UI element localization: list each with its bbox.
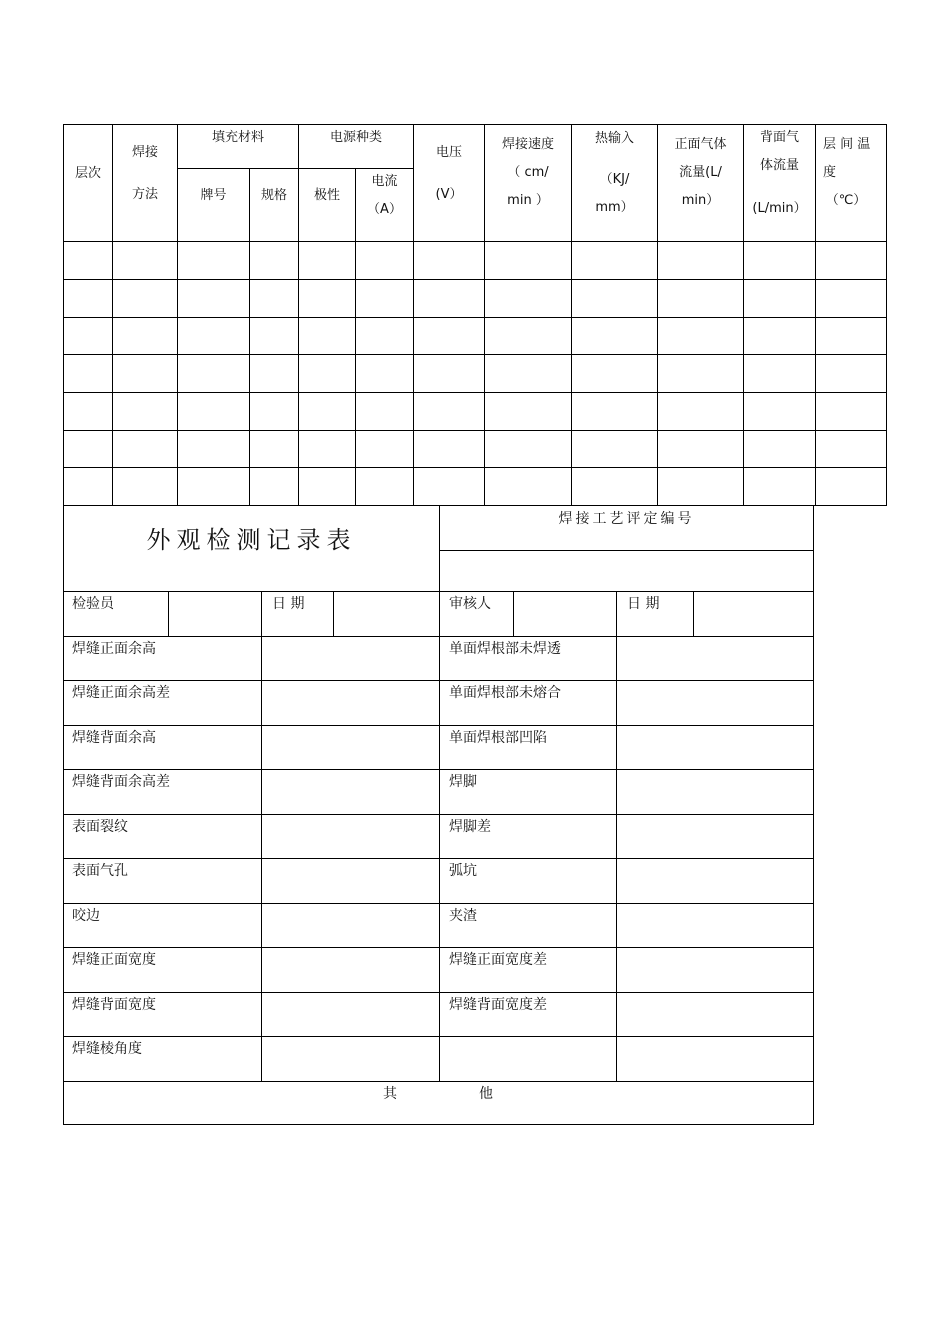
item-label-right: 弧坑 [449, 863, 477, 879]
item-value-input[interactable] [621, 908, 809, 942]
header-polarity: 极性 [313, 188, 340, 203]
header-interlayer-line1: 层 间 温 [823, 137, 871, 152]
item-label-right: 焊缝背面宽度差 [449, 997, 547, 1013]
item-label-left: 焊缝正面余高 [72, 641, 156, 657]
header-method-bottom: 方法 [131, 187, 158, 202]
item-value-input[interactable] [266, 1041, 434, 1075]
item-value-input[interactable] [266, 863, 434, 897]
header-back-gas-line2: 体流量 [759, 158, 799, 173]
item-value-input[interactable] [266, 685, 434, 719]
item-value-input[interactable] [621, 641, 809, 675]
item-label-left: 焊缝正面宽度 [72, 952, 156, 968]
inspection-title: 外观检测记录表 [146, 526, 357, 554]
date-label-1: 日 期 [272, 596, 305, 612]
reviewer-input[interactable] [517, 596, 612, 630]
item-label-left: 焊缝棱角度 [72, 1041, 142, 1057]
item-value-input[interactable] [621, 1041, 809, 1075]
header-speed-line3: min ） [507, 193, 549, 208]
header-current-bottom: （A） [367, 202, 402, 217]
header-current-top: 电流 [371, 174, 398, 189]
item-label-right: 焊脚 [449, 774, 477, 790]
item-label-left: 咬边 [72, 908, 100, 924]
header-filler-spec: 规格 [260, 188, 287, 203]
item-label-right: 单面焊根部未熔合 [449, 685, 561, 701]
item-label-right: 单面焊根部凹陷 [449, 730, 547, 746]
item-label-right: 夹渣 [449, 908, 477, 924]
header-heat-line3: mm） [595, 200, 634, 215]
header-layer: 层次 [74, 166, 101, 181]
header-back-gas-line3: (L/min） [752, 201, 807, 216]
header-voltage-bottom: (V） [435, 187, 463, 202]
item-value-input[interactable] [266, 952, 434, 986]
inspector-label: 检验员 [72, 596, 114, 612]
item-value-input[interactable] [266, 908, 434, 942]
item-label-right: 焊缝正面宽度差 [449, 952, 547, 968]
header-interlayer-line3: （℃） [825, 193, 867, 208]
date-input-1[interactable] [337, 596, 435, 630]
item-label-right: 焊脚差 [449, 819, 491, 835]
header-filler-grade: 牌号 [200, 188, 227, 203]
header-heat-line1: 热输入 [594, 131, 634, 146]
item-label-left: 表面裂纹 [72, 819, 128, 835]
inspector-input[interactable] [172, 596, 257, 630]
item-value-input[interactable] [266, 774, 434, 808]
header-back-gas-line1: 背面气 [759, 130, 799, 145]
item-value-input[interactable] [266, 641, 434, 675]
reviewer-label: 审核人 [449, 596, 491, 612]
item-value-input[interactable] [621, 997, 809, 1031]
item-value-input[interactable] [266, 730, 434, 764]
item-value-input[interactable] [621, 685, 809, 719]
item-value-input[interactable] [621, 952, 809, 986]
header-heat-line2: （KJ/ [599, 172, 630, 187]
item-value-input[interactable] [266, 997, 434, 1031]
item-value-input[interactable] [621, 774, 809, 808]
item-label-left: 表面气孔 [72, 863, 128, 879]
header-front-gas-line2: 流量(L/ [679, 165, 722, 180]
item-label-left: 焊缝正面余高差 [72, 685, 170, 701]
header-power: 电源种类 [329, 130, 382, 145]
procedure-number-label: 焊接工艺评定编号 [558, 511, 695, 527]
header-speed-line1: 焊接速度 [501, 137, 554, 152]
header-interlayer-line2: 度 [823, 165, 837, 180]
header-method-top: 焊接 [131, 145, 158, 160]
other-label-2: 他 [479, 1086, 493, 1102]
item-value-input[interactable] [621, 863, 809, 897]
header-front-gas-line3: min） [681, 193, 720, 208]
item-value-input[interactable] [621, 730, 809, 764]
item-label-left: 焊缝背面余高 [72, 730, 156, 746]
item-value-input[interactable] [621, 819, 809, 853]
date-input-2[interactable] [697, 596, 809, 630]
header-voltage-top: 电压 [435, 145, 462, 160]
header-speed-line2: （ cm/ [507, 165, 549, 180]
header-filler: 填充材料 [211, 130, 264, 145]
item-label-right: 单面焊根部未焊透 [449, 641, 561, 657]
item-label-left: 焊缝背面余高差 [72, 774, 170, 790]
date-label-2: 日 期 [627, 596, 660, 612]
other-label-1: 其 [383, 1086, 397, 1102]
item-label-left: 焊缝背面宽度 [72, 997, 156, 1013]
header-front-gas-line1: 正面气体 [674, 137, 727, 152]
procedure-number-input[interactable] [444, 556, 808, 586]
item-value-input[interactable] [266, 819, 434, 853]
